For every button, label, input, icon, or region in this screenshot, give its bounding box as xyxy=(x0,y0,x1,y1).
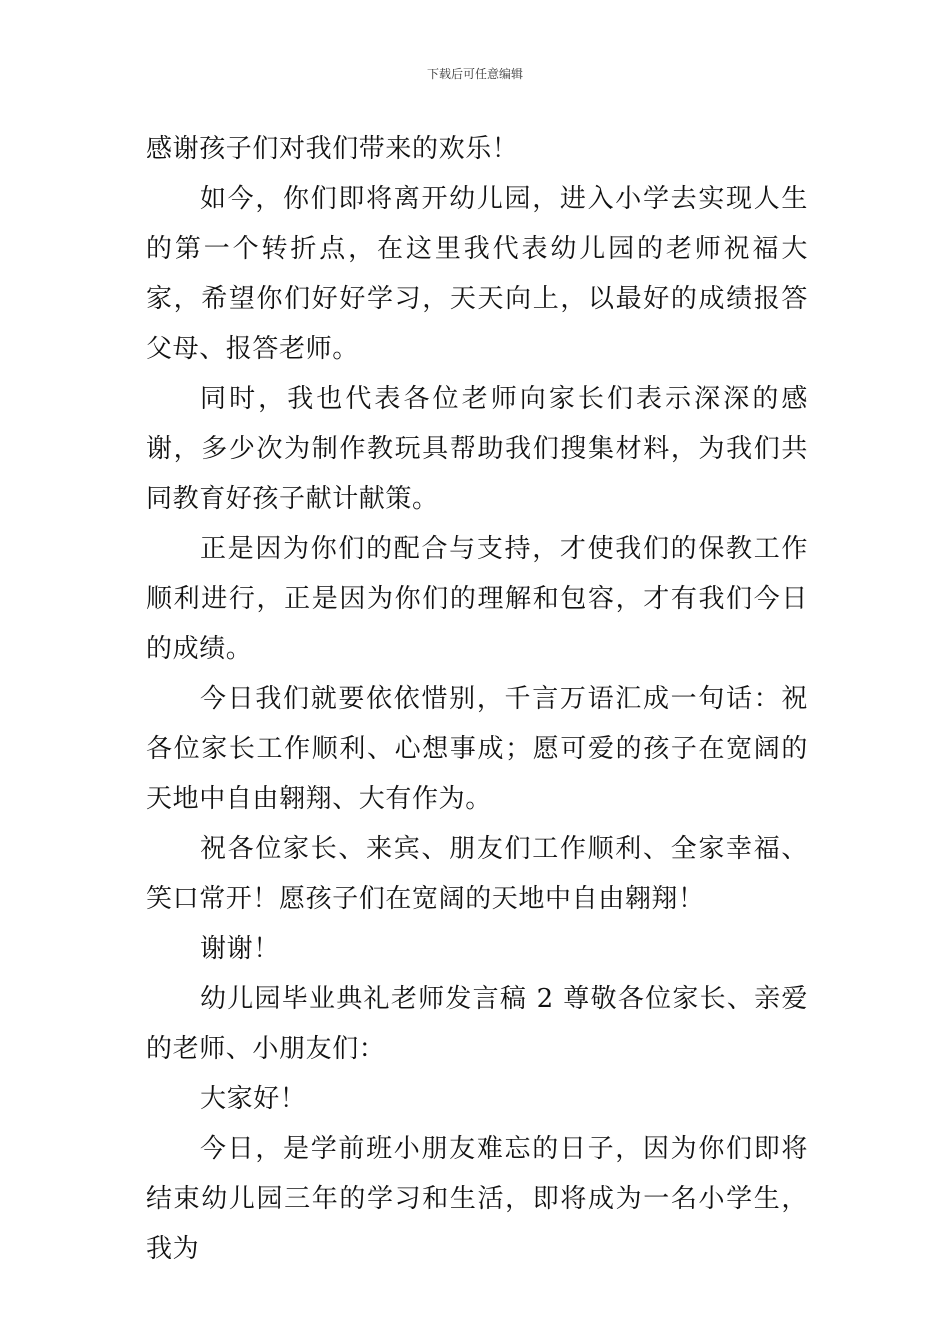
paragraph-greeting: 大家好！ xyxy=(200,1084,307,1114)
paragraph: 今日我们就要依依惜别，千言万语汇成一句话：祝各位家长工作顺利、心想事成；愿可爱的孩子在宽阔的天地中自由翱翔、大有作为。 xyxy=(146,684,808,814)
paragraph: 祝各位家长、来宾、朋友们工作顺利、全家幸福、笑口常开！愿孩子们在宽阔的天地中自由翱翔！ xyxy=(146,834,808,914)
paragraph: 如今，你们即将离开幼儿园，进入小学去实现人生的第一个转折点，在这里我代表幼儿园的老师祝福大家，希望你们好好学习，天天向上，以最好的成绩报答父母、报答老师。 xyxy=(146,184,808,364)
paragraph: 同时，我也代表各位老师向家长们表示深深的感谢，多少次为制作教玩具帮助我们搜集材料，为我们共同教育好孩子献计献策。 xyxy=(146,384,808,514)
paragraph: 正是因为你们的配合与支持，才使我们的保教工作顺利进行，正是因为你们的理解和包容，才有我们今日的成绩。 xyxy=(146,534,808,664)
paragraph: 今日，是学前班小朋友难忘的日子，因为你们即将结束幼儿园三年的学习和生活，即将成为一名小学生，我为 xyxy=(146,1134,808,1264)
page-header-note: 下载后可任意编辑 xyxy=(426,67,523,81)
paragraph-speech-title: 幼儿园毕业典礼老师发言稿 2 尊敬各位家长、亲爱的老师、小朋友们： xyxy=(146,984,808,1064)
paragraph-continuation: 感谢孩子们对我们带来的欢乐！ xyxy=(146,134,519,164)
paragraph-thanks: 谢谢！ xyxy=(200,934,280,964)
document-body xyxy=(146,124,808,1274)
